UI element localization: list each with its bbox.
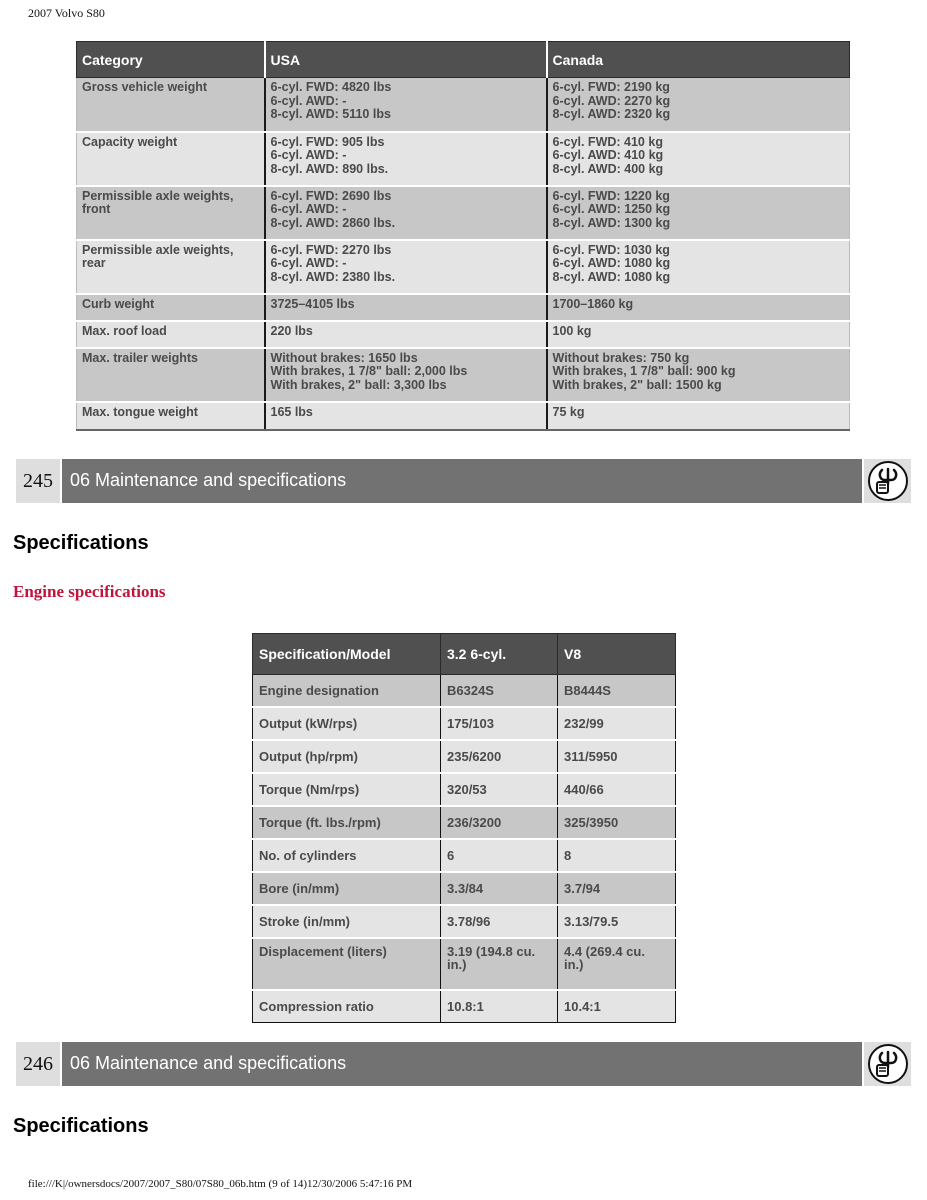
spec-v8-value: 325/3950 bbox=[558, 806, 676, 839]
table-row bbox=[77, 294, 850, 321]
spec-name: No. of cylinders bbox=[253, 839, 441, 872]
spec-v8-value: 4.4 (269.4 cu. in.) bbox=[558, 938, 676, 990]
wrench-maintenance-icon[interactable] bbox=[864, 1042, 911, 1086]
row-canada-value: 1700–1860 kg bbox=[547, 294, 850, 321]
row-canada-value bbox=[547, 348, 850, 402]
cell-text: Permissible axle weights, rear bbox=[82, 242, 234, 270]
spec-6cyl-value: 3.78/96 bbox=[441, 905, 558, 938]
page-number: 245 bbox=[16, 459, 60, 503]
row-usa-value bbox=[265, 186, 547, 240]
cell-text: Without brakes: 1650 lbs With brakes, 1 7/8" ball: 2,000 lbs With brakes, 2" ball: 3,300 lbs bbox=[270, 350, 468, 392]
spec-v8-value: 311/5950 bbox=[558, 740, 676, 773]
spec-name: Torque (ft. lbs./rpm) bbox=[253, 806, 441, 839]
row-canada-value: 100 kg bbox=[547, 321, 850, 348]
cell-text: 6-cyl. FWD: 905 lbs 6-cyl. AWD: - 8-cyl. AWD: 890 lbs. bbox=[270, 134, 389, 176]
row-canada-value bbox=[547, 240, 850, 294]
row-category bbox=[77, 348, 265, 402]
spec-v8-value: 3.13/79.5 bbox=[558, 905, 676, 938]
table-row bbox=[253, 839, 676, 872]
row-category: Curb weight bbox=[77, 294, 265, 321]
column-header-v8: V8 bbox=[558, 634, 676, 675]
row-canada-value bbox=[547, 186, 850, 240]
row-usa-value: 165 lbs bbox=[265, 402, 547, 430]
document-header: 2007 Volvo S80 bbox=[28, 6, 105, 20]
spec-name: Torque (Nm/rps) bbox=[253, 773, 441, 806]
spec-name: Compression ratio bbox=[253, 990, 441, 1023]
row-usa-value bbox=[265, 132, 547, 186]
spec-v8-value: B8444S bbox=[558, 675, 676, 708]
engine-spec-table bbox=[252, 633, 676, 1023]
table-row bbox=[77, 321, 850, 348]
row-usa-value bbox=[265, 78, 547, 132]
table-row bbox=[253, 806, 676, 839]
weights-table bbox=[76, 41, 850, 431]
spec-name: Engine designation bbox=[253, 675, 441, 708]
engine-header-row bbox=[253, 634, 676, 675]
spec-v8-value: 3.7/94 bbox=[558, 872, 676, 905]
row-usa-value: 220 lbs bbox=[265, 321, 547, 348]
subsection-title: Engine specifications bbox=[13, 582, 166, 601]
spec-name: Output (hp/rpm) bbox=[253, 740, 441, 773]
row-category bbox=[77, 132, 265, 186]
spec-6cyl-value: 175/103 bbox=[441, 707, 558, 740]
spec-name: Displacement (liters) bbox=[253, 938, 441, 990]
section-title: 06 Maintenance and specifications bbox=[62, 1042, 862, 1086]
row-category bbox=[77, 186, 265, 240]
spec-6cyl-value: 3.3/84 bbox=[441, 872, 558, 905]
section-bar-245 bbox=[16, 459, 911, 503]
section-bar-246 bbox=[16, 1042, 911, 1086]
row-canada-value: 75 kg bbox=[547, 402, 850, 430]
spec-name: Stroke (in/mm) bbox=[253, 905, 441, 938]
document-footer: file:///K|/ownersdocs/2007/2007_S80/07S80_06b.htm (9 of 14)12/30/2006 5:47:16 PM bbox=[28, 1178, 413, 1190]
table-row bbox=[253, 773, 676, 806]
spec-v8-value: 440/66 bbox=[558, 773, 676, 806]
cell-text: 6-cyl. FWD: 4820 lbs 6-cyl. AWD: - 8-cyl. AWD: 5110 lbs bbox=[270, 80, 392, 121]
cell-text: 6-cyl. FWD: 1030 kg 6-cyl. AWD: 1080 kg 8-cyl. AWD: 1080 kg bbox=[552, 242, 671, 284]
table-row bbox=[77, 348, 850, 402]
table-row bbox=[253, 872, 676, 905]
spec-6cyl-value: 10.8:1 bbox=[441, 990, 558, 1023]
spec-v8-value: 8 bbox=[558, 839, 676, 872]
cell-text: Capacity weight bbox=[82, 134, 178, 149]
row-usa-value bbox=[265, 348, 547, 402]
table-row bbox=[77, 132, 850, 186]
table-row bbox=[77, 240, 850, 294]
row-category bbox=[77, 78, 265, 132]
row-canada-value bbox=[547, 132, 850, 186]
row-usa-value: 3725–4105 lbs bbox=[265, 294, 547, 321]
weights-header-row bbox=[77, 42, 850, 78]
page-title: Specifications bbox=[13, 532, 149, 554]
row-category: Max. roof load bbox=[77, 321, 265, 348]
cell-text: Gross vehicle weight bbox=[82, 80, 208, 94]
spec-6cyl-value: 320/53 bbox=[441, 773, 558, 806]
column-header-6cyl: 3.2 6-cyl. bbox=[441, 634, 558, 675]
spec-v8-value: 232/99 bbox=[558, 707, 676, 740]
cell-text: Max. trailer weights bbox=[82, 350, 199, 365]
column-header-spec: Specification/Model bbox=[253, 634, 441, 675]
table-row bbox=[253, 938, 676, 990]
table-row bbox=[253, 675, 676, 708]
column-header-category: Category bbox=[77, 42, 265, 78]
spec-v8-value: 10.4:1 bbox=[558, 990, 676, 1023]
cell-text: Without brakes: 750 kg With brakes, 1 7/8" ball: 900 kg With brakes, 2" ball: 1500 kg bbox=[552, 350, 736, 392]
page-title: Specifications bbox=[13, 1115, 149, 1137]
cell-text: 6-cyl. FWD: 410 kg 6-cyl. AWD: 410 kg 8-cyl. AWD: 400 kg bbox=[552, 134, 664, 176]
wrench-maintenance-icon[interactable] bbox=[864, 459, 911, 503]
row-usa-value bbox=[265, 240, 547, 294]
row-category bbox=[77, 240, 265, 294]
section-title: 06 Maintenance and specifications bbox=[62, 459, 862, 503]
table-row bbox=[253, 740, 676, 773]
row-category: Max. tongue weight bbox=[77, 402, 265, 430]
table-row bbox=[253, 990, 676, 1023]
cell-text: 6-cyl. FWD: 1220 kg 6-cyl. AWD: 1250 kg 8-cyl. AWD: 1300 kg bbox=[552, 188, 671, 230]
table-row bbox=[253, 707, 676, 740]
table-row bbox=[77, 78, 850, 132]
spec-6cyl-value: 235/6200 bbox=[441, 740, 558, 773]
table-row bbox=[77, 402, 850, 430]
spec-6cyl-value: 3.19 (194.8 cu. in.) bbox=[441, 938, 558, 990]
table-row bbox=[77, 186, 850, 240]
spec-6cyl-value: 236/3200 bbox=[441, 806, 558, 839]
spec-6cyl-value: B6324S bbox=[441, 675, 558, 708]
cell-text: 6-cyl. FWD: 2190 kg 6-cyl. AWD: 2270 kg 8-cyl. AWD: 2320 kg bbox=[552, 80, 671, 121]
row-canada-value bbox=[547, 78, 850, 132]
spec-6cyl-value: 6 bbox=[441, 839, 558, 872]
column-header-usa: USA bbox=[265, 42, 547, 78]
spec-name: Bore (in/mm) bbox=[253, 872, 441, 905]
cell-text: 6-cyl. FWD: 2690 lbs 6-cyl. AWD: - 8-cyl. AWD: 2860 lbs. bbox=[270, 188, 396, 230]
spec-name: Output (kW/rps) bbox=[253, 707, 441, 740]
cell-text: 6-cyl. FWD: 2270 lbs 6-cyl. AWD: - 8-cyl. AWD: 2380 lbs. bbox=[270, 242, 396, 284]
column-header-canada: Canada bbox=[547, 42, 850, 78]
page-number: 246 bbox=[16, 1042, 60, 1086]
table-row bbox=[253, 905, 676, 938]
cell-text: Permissible axle weights, front bbox=[82, 188, 234, 216]
